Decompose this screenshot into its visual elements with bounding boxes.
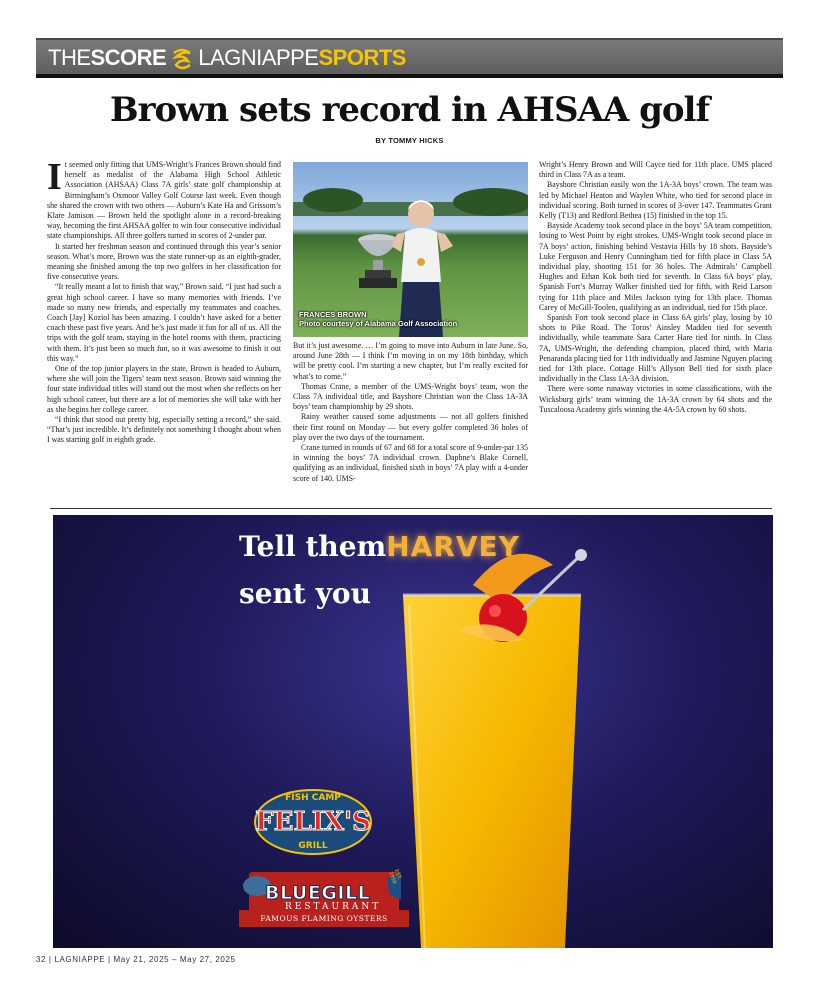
banner-bar [36,40,783,74]
bluegill-tagline: FAMOUS FLAMING OYSTERS [260,914,388,923]
felixs-top-text: FISH CAMP [285,793,341,803]
section-divider [50,508,772,509]
article-paragraph: Bayside Academy took second place in the boys’ 5A team competition, losing to West Point by eight strokes. UMS-Wright took second place in 7A boys’ action, finishing behind Vestavia Hills by 18 shots. Bayside’s Luke Ferguson and Henry Cunningham tied for fifth place in Class 5A individual play, shooting 151 for 36 holes. The Admirals’ Campbell Hughes and Ethan Kok both tied for seventh. In Class 6A boys’ play, Spanish Fort’s Murray Walker finished tied for fifth, with Reid Larson tying for 11th place and Miles Jackson tying for 13th place. Thomas Carey of McGill-Toolen, qualifying as an individual, tied for 15th place. [539,221,772,312]
article-paragraph: Bayshore Christian easily won the 1A-3A boys’ crown. The team was led by Michael Heaton and Waylen White, who tied for second place in individual scoring. Both turned in scores of 3-over 147. Teammates Grant Kelly (T13) and Redford Bethea (15) finished in the top 15. [539,180,772,221]
felixs-logo-mark [243,780,383,860]
swirl-logo-icon [170,47,194,71]
banner-the: THE [48,45,91,70]
caption-name: FRANCES BROWN [299,310,367,319]
caption-credit: Photo courtesy of Alabama Golf Association [299,319,458,328]
bluegill-name: BLUEGILL [265,882,371,904]
article-paragraph: It started her freshman season and continued through this year’s senior season. What’s more, Brown was the state runner-up as an eighth-grader, meaning she finished among the top two golfers in her classification for five consecutive years. [47,241,281,282]
article-paragraph: Wright’s Henry Brown and Will Cayce tied for 11th place. UMS placed third in Class 7A as a team. [539,160,772,180]
issue-dates: May 21, 2025 – May 27, 2025 [113,955,236,964]
drop-cap: I [47,156,62,198]
article-column-2 [293,341,528,484]
bluegill-restaurant: RESTAURANT [285,902,382,912]
article-paragraph: One of the top junior players in the state, Brown is headed to Auburn, where she will join the Tigers’ team next season. Brown said winning the four state individual titles will stand out the most when she reflects on her high school career, but there are a lot of memories she will take with her as she begins her college career. [47,364,281,414]
banner-underline [36,74,783,78]
article-column-1 [47,156,281,446]
publication-name: LAGNIAPPE [54,955,106,964]
banner-title [48,45,406,71]
ad-harvey-name: HARVEY [386,530,520,563]
banner-lagniappe: LAGNIAPPE [198,45,319,70]
article-paragraph: “I think that stood out pretty big, especially setting a record,” she said. “That’s just incredible. It’s definitely not something I thought about when I was starting golf in eighth grade. [47,415,281,445]
article-headline: Brown sets record in AHSAA golf [109,90,710,130]
article-paragraph: But it’s just awesome. … I’m going to move into Auburn in late June. So, around June 28th — I think I’m moving in on my 18th birthday, which will be pretty cool. I’m starting a new chapter, but I’m really excited for what’s to come.” [293,341,528,381]
article-paragraph: There were some runaway victories in some classifications, with the Wicksburg girls’ team winning the 1A-3A crown by 64 shots and the Tuscaloosa Academy girls winning the 4A-5A crown by 60 shots. [539,384,772,414]
ad-headline-prefix: Tell them [239,530,387,563]
article-paragraph: Thomas Crane, a member of the UMS-Wright boys’ team, won the Class 7A individual title, and Bayshore Christian won the Class 1A-3A boys’ team championship by 29 shots. [293,381,528,412]
photo-caption [299,310,457,328]
ad-headline-line2: sent you [239,577,371,610]
section-banner [36,38,783,78]
banner-score: SCORE [90,45,167,70]
paragraph-text: t seemed only fitting that UMS-Wright’s Frances Brown should find herself as medalist of the Alabama High School Athletic Association (AHSAA) Class 7A girls’ state golf championship at Birmingham’s Oxmoor Valley Golf Course last week. Even though she shared the crown with two others — Auburn’s Kate Ha and Grissom’s Klare Jamison — Brown held the spotlight alone in a record-breaking way, becoming the first AHSAA golfer to win four consecutive individual state championships. All three golfers turned in scores of 2-under par. [47,160,281,241]
article-paragraph: Spanish Fort took second place in Class 6A girls’ play, losing by 10 shots to Pike Road. The Toros’ Ainsley Madden tied for seventh individually, while teammate Sara Carter Hare tied for ninth. In Class 7A, UMS-Wright, the defending champion, placed third, with Maria Penaranda placing tied for 11th individually and Jasmine Nguyen placing tied for 13th place. Cottage Hill’s Allyson Bell tied for sixth place individually in the Class 1A-3A division. [539,313,772,384]
bluegill-since: EST. 1958 [387,868,403,885]
ad-headline-line1 [239,530,520,563]
article-paragraph: Rainy weather caused some adjustments — not all golfers finished their first round on Monday — but every golfer completed 36 holes of play over the two days of the tournament. [293,412,528,442]
advertisement[interactable] [53,515,773,948]
felixs-name-text: FELIX'S [255,807,371,837]
orange-drink-illustration [53,515,773,948]
article-photo [293,162,528,337]
article-byline: BY TOMMY HICKS [375,136,444,145]
article-paragraph: “It really meant a lot to finish that way,” Brown said. “I just had such a great high school career. I have so many memories with friends. I’ve made so many new friends, and especially my teammates and coaches. Coach [Jay] Koziol has been amazing. I couldn’t have asked for a better coach these past five years. And he’s just made it fun for all of us. All the trips with the golf team, staying in the hotel rooms with them, practicing with them. It’s just been so much fun, so it was awesome to finish it out this way.” [47,282,281,363]
article-paragraph [47,156,281,242]
felixs-logo[interactable] [243,780,383,865]
page-footer: 32 | LAGNIAPPE | May 21, 2025 – May 27, 2025 [36,955,236,964]
banner-sports: SPORTS [318,45,406,70]
article-column-3 [539,160,772,415]
bluegill-logo[interactable] [239,870,409,927]
article-paragraph: Crane turned in rounds of 67 and 68 for a total score of 9-under-par 135 in winning the boys’ 7A individual crown. Daphne’s Blake Cornell, qualifying as an individual, finished sixth in boys’ 7A play with a 4-under score of 140. UMS- [293,443,528,483]
page-number: 32 [36,955,47,964]
felixs-bottom-text: GRILL [298,841,328,851]
